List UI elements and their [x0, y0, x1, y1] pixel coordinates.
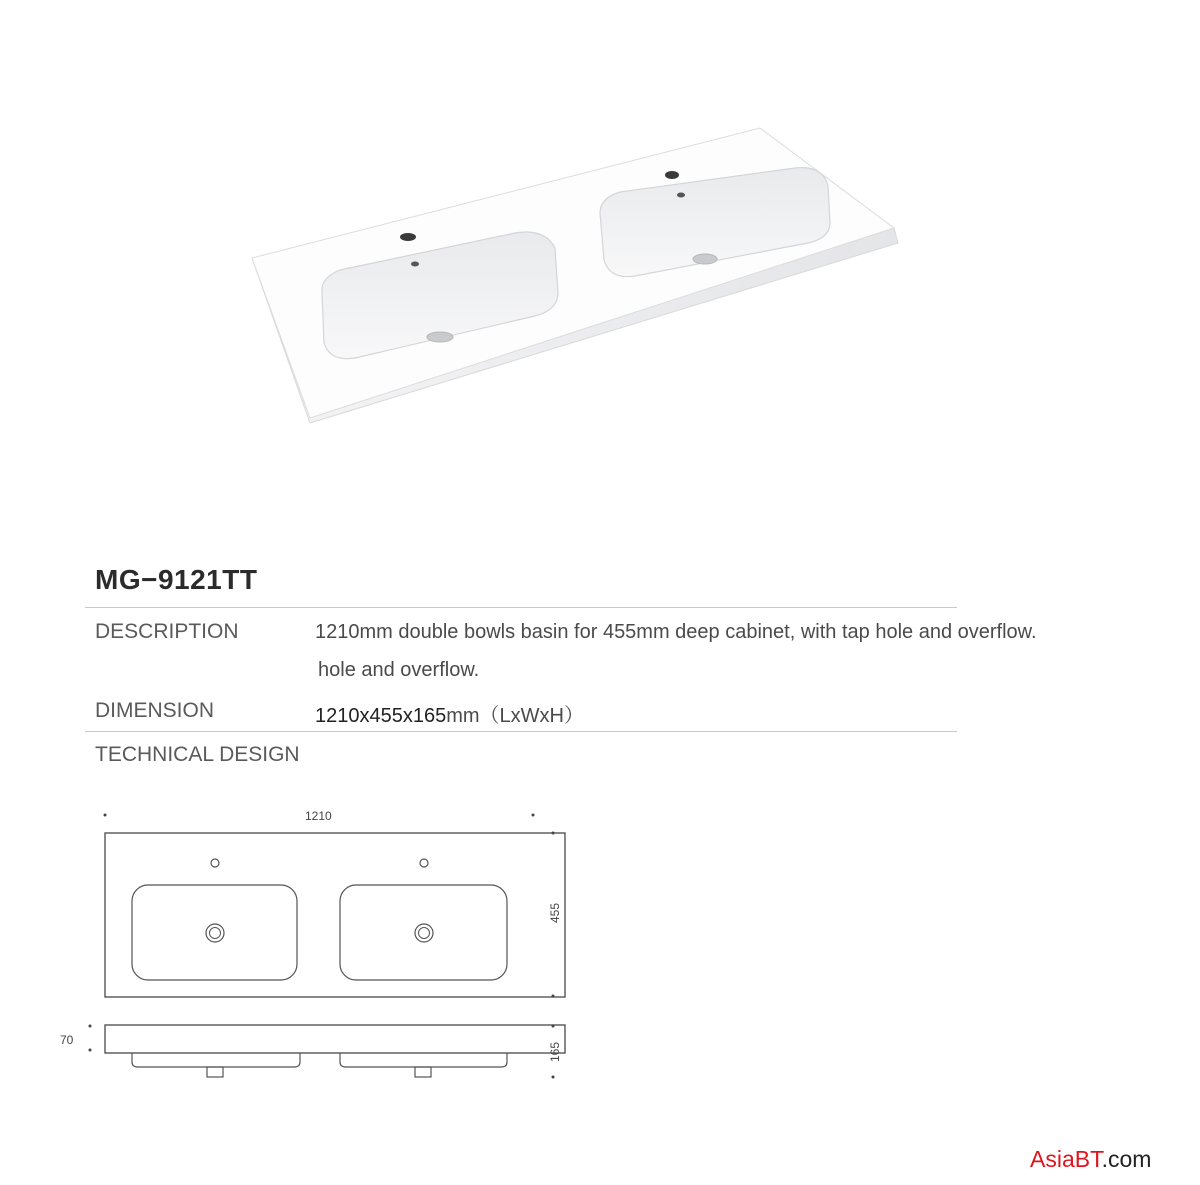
side-drain-left	[207, 1067, 223, 1077]
side-bowl-right	[340, 1053, 507, 1067]
description-label: DESCRIPTION	[95, 620, 239, 643]
plan-bowl-right	[340, 885, 507, 980]
dimension-rim-label: 70	[60, 1033, 74, 1047]
plan-tap-hole-right	[420, 859, 428, 867]
product-photo	[240, 118, 900, 438]
dimension-depth-label: 455	[548, 902, 562, 923]
side-drain-right	[415, 1067, 431, 1077]
dimension-numbers: 1210x455x165	[315, 705, 447, 727]
side-bowl-left	[132, 1053, 300, 1067]
plan-outline	[105, 833, 565, 997]
technical-design-label: TECHNICAL DESIGN	[95, 743, 300, 766]
technical-drawing	[50, 790, 580, 1090]
model-title: MG−9121TT	[95, 564, 258, 595]
watermark-suffix: .com	[1101, 1146, 1152, 1172]
dimension-width-label: 1210	[305, 809, 332, 823]
divider-bottom	[85, 731, 957, 732]
divider-top	[85, 607, 957, 608]
plan-drain-right	[415, 924, 433, 942]
plan-tap-hole-left	[211, 859, 219, 867]
dimension-label: DIMENSION	[95, 699, 215, 722]
plan-drain-left	[206, 924, 224, 942]
description-line-1: 1210mm double bowls basin for 455mm deep cabinet, with tap hole and overflow.	[315, 621, 1037, 643]
description-line-2: hole and overflow.	[318, 659, 480, 681]
dimension-value	[315, 699, 584, 728]
side-view-outline	[105, 1025, 565, 1053]
watermark	[1030, 1146, 1151, 1173]
dimension-height-label: 165	[548, 1041, 562, 1062]
plan-bowl-left	[132, 885, 297, 980]
watermark-brand: AsiaBT	[1030, 1146, 1102, 1172]
dimension-unit: mm（LxWxH）	[446, 705, 584, 727]
